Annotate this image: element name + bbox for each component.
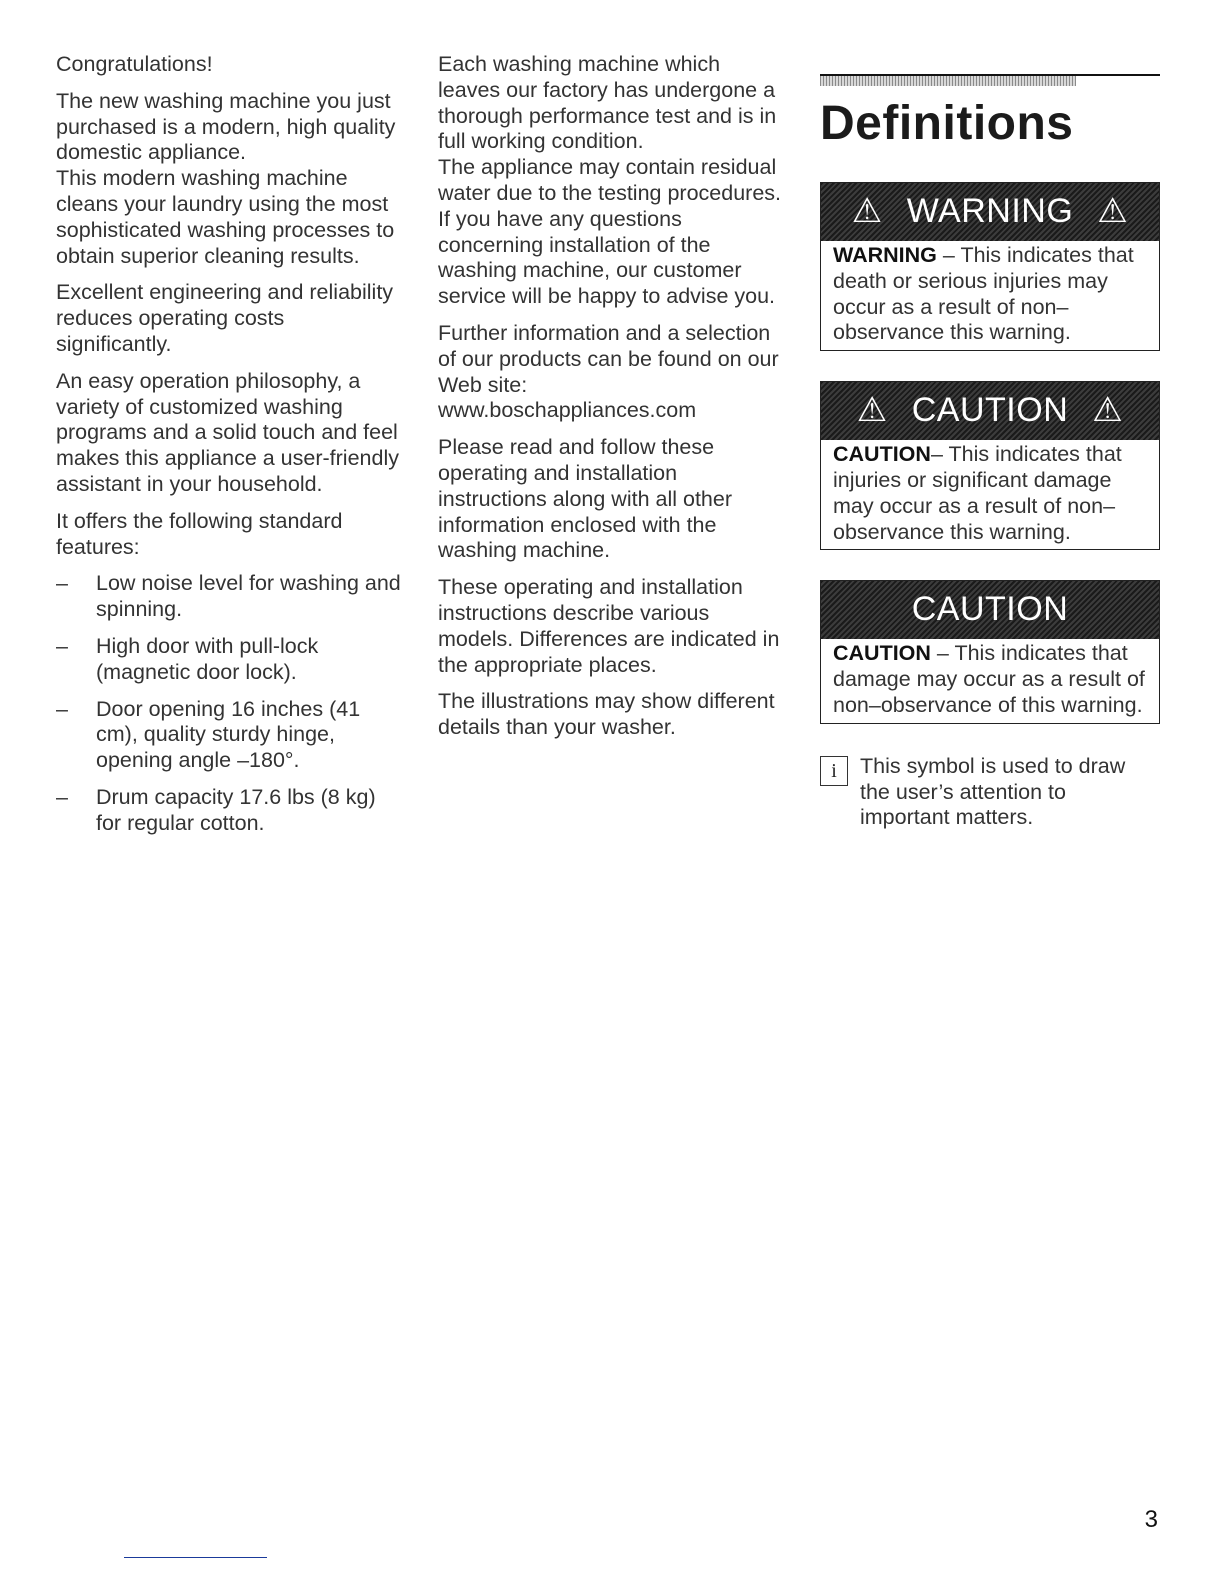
caution-damage-header (821, 581, 1159, 639)
features-intro: It offers the following standard features: (56, 508, 343, 559)
info-note (820, 754, 1160, 831)
caution-damage-box (820, 580, 1160, 723)
caution-damage-text: – This indicates that damage may occur as a result of non–observance of this warning. (833, 641, 1145, 717)
feature-text: Drum capacity 17.6 lbs (8 kg) for regular cotton. (96, 784, 376, 835)
dash-bullet: – (56, 696, 68, 721)
warning-triangle-icon: ⚠ (1097, 192, 1129, 231)
intro-column (56, 52, 401, 848)
info-note-text: This symbol is used to draw the user’s attention to important matters. (860, 753, 1126, 830)
title-rule (820, 74, 1160, 90)
dash-bullet: – (56, 633, 68, 658)
list-item (56, 785, 401, 837)
page-number: 3 (1144, 1506, 1158, 1533)
feature-text: Low noise level for washing and spinning. (96, 571, 401, 622)
website-link[interactable]: www.boschappliances.com (438, 398, 697, 423)
caution-box (820, 381, 1160, 550)
warning-header-label: WARNING (906, 192, 1074, 231)
info-icon: i (820, 756, 848, 786)
intro-paragraph: The new washing machine you just purchased is a modern, high quality domestic appliance. (56, 88, 396, 165)
caution-header (821, 382, 1159, 440)
warning-triangle-icon: ⚠ (1092, 391, 1124, 430)
warning-header (821, 183, 1159, 241)
feature-text: Door opening 16 inches (41 cm), quality sturdy hinge, opening angle –180°. (96, 696, 361, 773)
dash-bullet: – (56, 784, 68, 809)
models-paragraph: These operating and installation instructions describe various models. Differences are indicated in the appropriate places. (438, 575, 780, 677)
warning-triangle-icon: ⚠ (851, 192, 883, 231)
rule-line (820, 74, 1160, 76)
warning-box (820, 182, 1160, 351)
cleaning-paragraph: This modern washing machine cleans your laundry using the most sophisticated washing processes to obtain superior cleaning results. (56, 166, 395, 268)
illustrations-paragraph: The illustrations may show different details than your washer. (438, 689, 775, 740)
caution-damage-header-label: CAUTION (911, 590, 1069, 629)
congratulations-text: Congratulations! (56, 52, 213, 76)
residual-water-paragraph: The appliance may contain residual water due to the testing procedures. If you have any questions concerning installation of the washing machine, our customer service will be happy to advise you. (438, 155, 782, 309)
feature-text: High door with pull-lock (magnetic door lock). (96, 633, 319, 684)
warning-term: WARNING (833, 243, 937, 267)
website-paragraph (438, 321, 788, 424)
list-item (56, 697, 401, 774)
page-title: Definitions (820, 97, 1074, 150)
engineering-paragraph: Excellent engineering and reliability reduces operating costs significantly. (56, 280, 394, 356)
list-item (56, 634, 401, 686)
caution-text: – This indicates that injuries or significant damage may occur as a result of non–observance this warning. (833, 442, 1122, 544)
operation-paragraph: An easy operation philosophy, a variety of customized washing programs and a solid touch and feel makes this appliance a user-friendly assistant in your household. (56, 368, 399, 496)
read-instructions-paragraph: Please read and follow these operating and installation instructions along with all other information enclosed with the washing machine. (438, 435, 732, 563)
website-intro: Further information and a selection of our products can be found on our Web site: (438, 320, 779, 397)
warning-text: – This indicates that death or serious injuries may occur as a result of non–observance this warning. (833, 243, 1134, 345)
factory-column (438, 52, 788, 752)
warning-triangle-icon: ⚠ (856, 391, 888, 430)
definitions-column (820, 74, 1160, 831)
caution-body (821, 440, 1159, 549)
caution-header-label: CAUTION (911, 391, 1069, 430)
caution-term: CAUTION (833, 442, 931, 467)
list-item (56, 571, 401, 623)
caution-damage-body (821, 639, 1159, 722)
warning-body (821, 241, 1159, 350)
footer-line (124, 1557, 267, 1558)
features-list (56, 571, 401, 836)
dash-bullet: – (56, 571, 68, 596)
factory-test-paragraph: Each washing machine which leaves our factory has undergone a thorough performance test and is in full working condition. (438, 52, 777, 154)
caution-damage-term: CAUTION (833, 641, 931, 666)
